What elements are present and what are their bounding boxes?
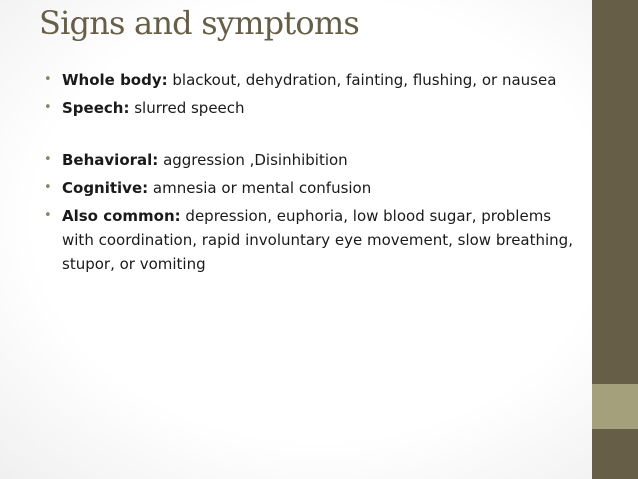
bullet-body: slurred speech [129, 99, 245, 117]
bullet-body: depression, euphoria, low blood sugar, problems with coordination, rapid involuntary eye movement, slow breathing, stupor, or vomiting [62, 207, 573, 273]
side-accent-block [592, 384, 638, 429]
bullet-item-behavioral [44, 148, 584, 172]
bullet-icon: • [44, 180, 52, 195]
bullet-item-also-common [44, 204, 584, 276]
bullet-label: Speech: [62, 99, 130, 117]
bullet-icon: • [44, 72, 52, 87]
bullet-text [62, 96, 584, 120]
bullet-item-speech [44, 96, 584, 120]
bullet-body: aggression ,Disinhibition [158, 151, 348, 169]
bullet-label: Behavioral: [62, 151, 159, 169]
bullet-item-whole-body [44, 68, 584, 92]
bullet-label: Cognitive: [62, 179, 149, 197]
slide-title: Signs and symptoms [39, 4, 360, 42]
bullet-text [62, 148, 584, 172]
bullet-icon: • [44, 100, 52, 115]
bullet-list [44, 68, 584, 280]
bullet-label: Whole body: [62, 71, 168, 89]
bullet-text [62, 68, 584, 92]
bullet-icon: • [44, 208, 52, 223]
bullet-icon: • [44, 152, 52, 167]
bullet-body: amnesia or mental confusion [148, 179, 372, 197]
bullet-text [62, 176, 584, 200]
bullet-label: Also common: [62, 207, 181, 225]
bullet-body: blackout, dehydration, fainting, flushing, or nausea [167, 71, 557, 89]
bullet-item-cognitive [44, 176, 584, 200]
bullet-text [62, 204, 584, 276]
